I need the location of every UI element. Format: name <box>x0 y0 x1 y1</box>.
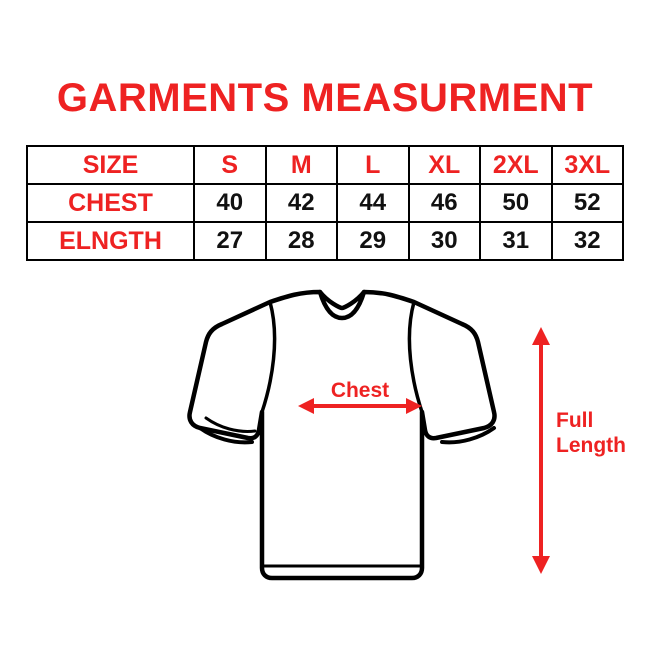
table-header-m: M <box>266 146 338 184</box>
cell-length-m: 28 <box>266 222 338 260</box>
chest-label: Chest <box>330 379 390 402</box>
size-table <box>26 145 624 261</box>
table-header-xl: XL <box>409 146 481 184</box>
table-header-row <box>27 146 623 184</box>
cell-chest-3xl: 52 <box>552 184 624 222</box>
row-label-length: ELNGTH <box>27 222 194 260</box>
cell-chest-s: 40 <box>194 184 266 222</box>
cell-length-l: 29 <box>337 222 409 260</box>
cell-length-xl: 30 <box>409 222 481 260</box>
cell-chest-2xl: 50 <box>480 184 552 222</box>
full-length-label <box>556 408 646 458</box>
vertical-double-arrow-icon <box>532 327 550 574</box>
cell-chest-xl: 46 <box>409 184 481 222</box>
t-shirt-outline-icon <box>0 278 650 608</box>
full-length-line-2: Length <box>556 434 626 457</box>
cell-length-3xl: 32 <box>552 222 624 260</box>
page-title: GARMENTS MEASURMENT <box>56 76 594 120</box>
table-header-3xl: 3XL <box>552 146 624 184</box>
cell-length-2xl: 31 <box>480 222 552 260</box>
full-length-line-1: Full <box>556 409 594 432</box>
cell-length-s: 27 <box>194 222 266 260</box>
cell-chest-m: 42 <box>266 184 338 222</box>
table-row <box>27 222 623 260</box>
table-row <box>27 184 623 222</box>
row-label-chest: CHEST <box>27 184 194 222</box>
table-header-l: L <box>337 146 409 184</box>
table-header-s: S <box>194 146 266 184</box>
table-header-size: SIZE <box>27 146 194 184</box>
cell-chest-l: 44 <box>337 184 409 222</box>
table-header-2xl: 2XL <box>480 146 552 184</box>
